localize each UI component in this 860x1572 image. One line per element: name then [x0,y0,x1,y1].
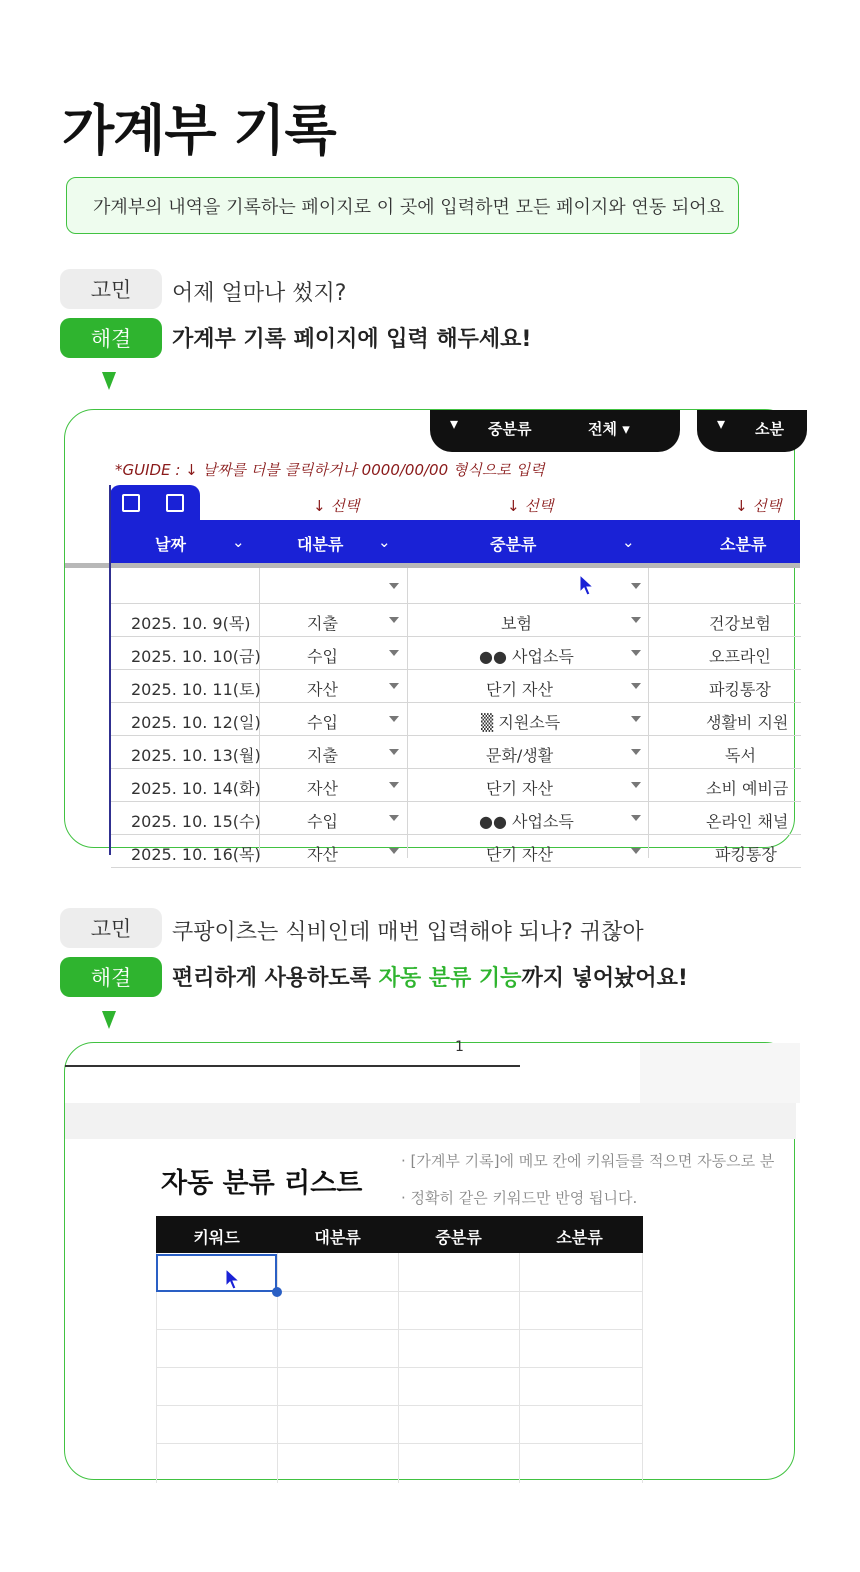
dropdown-icon[interactable] [631,782,641,788]
select-hint: ↓ 선택 [313,497,360,515]
table-row[interactable] [111,568,801,604]
cell-date[interactable]: 2025. 10. 15(수) [131,812,261,831]
view-tabs[interactable] [110,485,200,521]
question-text: 어제 얼마나 썼지? [172,281,347,306]
shaded-band [65,1103,796,1139]
dropdown-icon[interactable] [389,617,399,623]
answer-text [172,961,688,992]
cell-major[interactable]: 자산 [307,845,338,864]
cell-minor[interactable]: 소비 예비금 [706,779,789,798]
dropdown-icon[interactable] [631,848,641,854]
answer-highlight: 자동 분류 기능 [378,966,522,991]
grid-line [398,1253,399,1483]
cell-minor[interactable]: 건강보험 [709,614,771,633]
cell-major[interactable]: 수입 [307,713,338,732]
cell-minor[interactable]: 독서 [725,746,756,765]
table-row[interactable] [111,637,801,670]
column-header-major: 대분류 [314,1228,361,1247]
question-text: 쿠팡이츠는 식비인데 매번 입력해야 되나? 귀찮아 [172,920,644,945]
note-line: · 정확히 같은 키워드만 반영 됩니다. [401,1189,638,1207]
table-row[interactable] [111,835,801,868]
table-row[interactable] [111,703,801,736]
table-row[interactable] [111,670,801,703]
dropdown-icon[interactable] [389,848,399,854]
dropdown-icon[interactable] [389,782,399,788]
grid-line [519,1253,520,1483]
cell-middle[interactable]: 단기 자산 [486,845,553,864]
dropdown-icon[interactable] [389,650,399,656]
intro-box [66,177,739,234]
select-hint: ↓ 선택 [507,497,554,515]
question-tag: 고민 [60,269,162,309]
guide-text: *GUIDE : ↓ 날짜를 더블 클릭하거나 0000/00/00 형식으로 입력 [115,461,545,479]
cell-date[interactable]: 2025. 10. 11(토) [131,680,261,699]
filter-pill-sub[interactable] [697,410,807,452]
top-marker: 1 [455,1039,464,1055]
dropdown-icon[interactable] [631,749,641,755]
column-header-middle: 중분류 [435,1228,482,1247]
dropdown-icon[interactable] [389,583,399,589]
divider-line [65,1065,520,1067]
answer-tag: 해결 [60,957,162,997]
cell-middle[interactable]: ●● 사업소득 [479,812,574,831]
shaded-area [640,1043,800,1103]
grid-line [156,1443,643,1444]
dropdown-icon[interactable] [631,683,641,689]
dropdown-icon[interactable] [389,716,399,722]
cell-middle[interactable]: 문화/생활 [486,746,554,765]
filter-value: 전체 ▾ [588,420,630,438]
select-hint: ↓ 선택 [735,497,782,515]
grid-line [156,1329,643,1330]
cell-major[interactable]: 수입 [307,647,338,666]
filter-icon: ▾ [717,414,726,433]
cell-minor[interactable]: 파킹통장 [709,680,771,699]
table-row[interactable] [111,802,801,835]
question-tag: 고민 [60,908,162,948]
dropdown-icon[interactable] [631,583,641,589]
cell-major[interactable]: 지출 [307,746,338,765]
answer-text-pre: 편리하게 사용하도록 [172,966,379,991]
answer-text: 가계부 기록 페이지에 입력 해두세요! [172,327,532,352]
dropdown-icon[interactable] [389,815,399,821]
cell-minor[interactable]: 생활비 지원 [706,713,789,732]
dropdown-icon[interactable] [631,617,641,623]
note-line: · [가계부 기록]에 메모 칸에 키워들를 적으면 자동으로 분 [401,1152,775,1170]
chevron-down-icon[interactable]: ⌄ [622,533,635,551]
down-arrow-icon [102,372,116,390]
mouse-cursor-icon [579,574,595,596]
fill-handle[interactable] [272,1287,282,1297]
keyword-table-header [156,1216,643,1253]
down-arrow-icon [102,1011,116,1029]
ledger-screenshot [64,409,795,864]
column-header-middle[interactable]: 중분류 [490,535,537,554]
cell-date[interactable]: 2025. 10. 14(화) [131,779,261,798]
calculator-icon[interactable] [166,494,184,512]
column-header-date[interactable]: 날짜 [155,535,186,554]
answer-text-post: 까지 넣어놨어요! [521,966,688,991]
page-title: 가계부 기록 [62,99,336,162]
column-header-minor[interactable]: 소분류 [720,535,767,554]
dropdown-icon[interactable] [389,683,399,689]
grid-line [156,1405,643,1406]
mouse-cursor-icon [225,1268,241,1290]
dropdown-icon[interactable] [389,749,399,755]
dropdown-icon[interactable] [631,716,641,722]
filter-label: 중분류 [488,420,532,438]
table-row[interactable] [111,769,801,802]
grid-line [642,1253,643,1483]
cell-date[interactable]: 2025. 10. 10(금) [131,647,261,666]
auto-classify-screenshot [64,1039,795,1480]
cell-major[interactable]: 수입 [307,812,338,831]
filter-pill-mid[interactable] [430,410,680,452]
cell-date[interactable]: 2025. 10. 16(목) [131,845,261,864]
cell-middle[interactable]: ●● 사업소득 [479,647,574,666]
grid-line [156,1367,643,1368]
active-cell[interactable] [156,1254,277,1292]
column-header-major[interactable]: 대분류 [297,535,344,554]
calendar-icon[interactable] [122,494,140,512]
intro-text: 가계부의 내역을 기록하는 페이지로 이 곳에 입력하면 모든 페이지와 연동 되어요 [93,196,725,218]
cell-major[interactable]: 자산 [307,779,338,798]
auto-classify-title: 자동 분류 리스트 [161,1168,363,1199]
chevron-down-icon[interactable]: ⌄ [378,533,391,551]
cell-middle[interactable]: 보험 [501,614,532,633]
cell-minor[interactable]: 오프라인 [709,647,771,666]
cell-major[interactable]: 지출 [307,614,338,633]
cell-date[interactable]: 2025. 10. 13(월) [131,746,261,765]
sheet-header [110,520,800,563]
cell-middle[interactable]: 단기 자산 [486,779,553,798]
table-row[interactable] [111,736,801,769]
cell-minor[interactable]: 파킹통장 [715,845,777,864]
cell-minor[interactable]: 온라인 채널 [706,812,789,831]
cell-middle[interactable]: ▒ 지원소득 [481,713,561,732]
chevron-down-icon[interactable]: ⌄ [232,533,245,551]
dropdown-icon[interactable] [631,650,641,656]
filter-label: 소분 [755,420,784,438]
cell-date[interactable]: 2025. 10. 9(목) [131,614,251,633]
column-header-minor: 소분류 [556,1228,603,1247]
filter-icon: ▾ [450,414,459,433]
cell-major[interactable]: 자산 [307,680,338,699]
dropdown-icon[interactable] [631,815,641,821]
answer-tag: 해결 [60,318,162,358]
cell-middle[interactable]: 단기 자산 [486,680,553,699]
table-row[interactable] [111,604,801,637]
column-header-keyword: 키워드 [193,1228,240,1247]
cell-date[interactable]: 2025. 10. 12(일) [131,713,261,732]
